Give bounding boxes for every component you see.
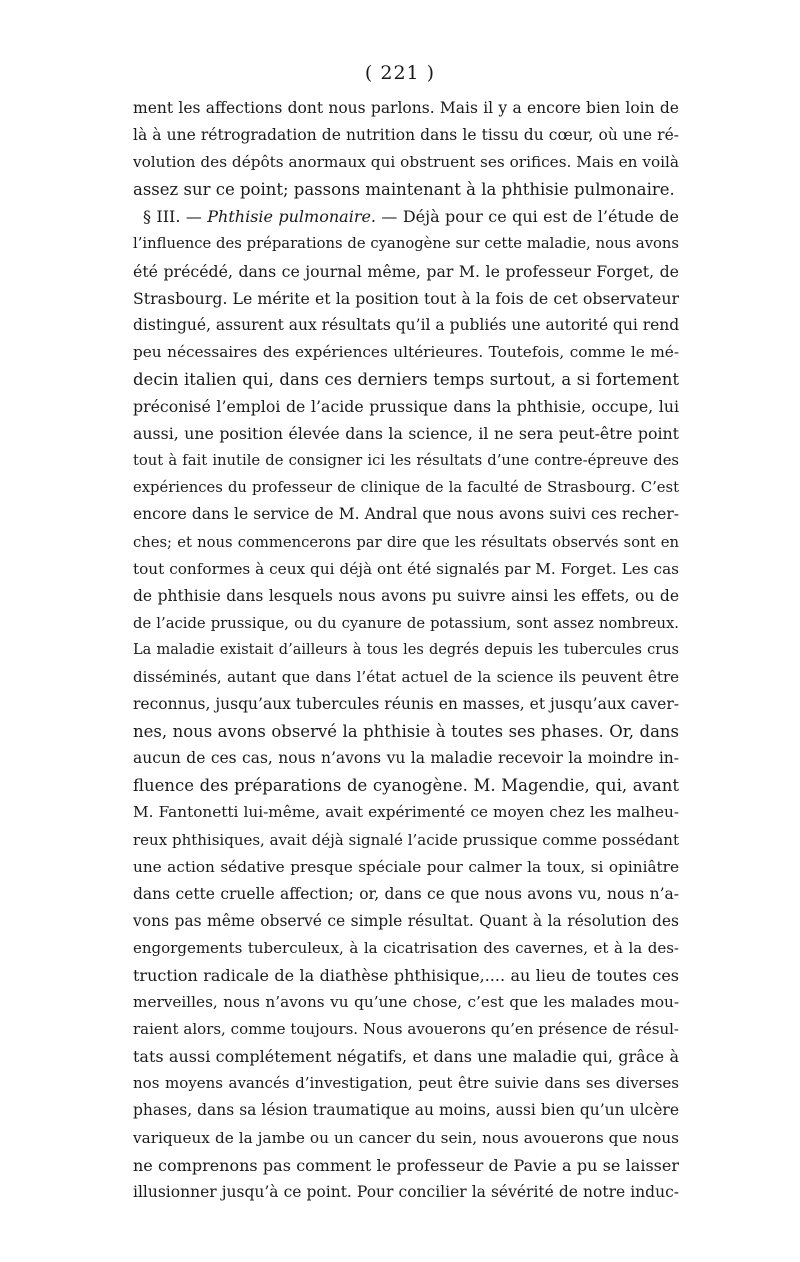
text-line: truction radicale de la diathèse phthisique,.... au lieu de toutes ces: [133, 966, 679, 985]
text-line: raient alors, comme toujours. Nous avouerons qu’en présence de résul-: [133, 1020, 679, 1039]
text-line: expériences du professeur de clinique de la faculté de Strasbourg. C’est: [133, 479, 679, 497]
section-dash: —: [376, 207, 403, 227]
text-line: ment les affections dont nous parlons. Mais il y a encore bien loin de: [133, 99, 679, 117]
body-text: [133, 95, 679, 1206]
text-line: engorgements tuberculeux, à la cicatrisation des cavernes, et à la des-: [133, 938, 679, 957]
section-first-text: Déjà pour ce qui est de l’étude de: [402, 207, 679, 227]
text-line: nes, nous avons observé la phthisie à toutes ses phases. Or, dans: [133, 722, 679, 742]
text-line: illusionner jusqu’à ce point. Pour concilier la sévérité de notre induc-: [133, 1182, 679, 1201]
text-line: Strasbourg. Le mérite et la position tout à la fois de cet observateur: [133, 288, 679, 308]
text-line: reux phthisiques, avait déjà signalé l’acide prussique comme possédant: [133, 830, 679, 849]
text-line: phases, dans sa lésion traumatique au moins, aussi bien qu’un ulcère: [133, 1101, 679, 1120]
text-line: encore dans le service de M. Andral que nous avons suivi ces recher-: [133, 505, 679, 524]
text-line: une action sédative presque spéciale pour calmer la toux, si opiniâtre: [133, 857, 679, 876]
text-line: préconisé l’emploi de l’acide prussique dans la phthisie, occupe, lui: [133, 397, 679, 417]
text-line: de l’acide prussique, ou du cyanure de potassium, sont assez nombreux.: [133, 614, 679, 632]
text-line: merveilles, nous n’avons vu qu’une chose, c’est que les malades mou-: [133, 993, 679, 1012]
section-marker: § III. —: [143, 207, 208, 227]
page-number: ( 221 ): [364, 62, 436, 84]
text-line: peu nécessaires des expériences ultérieures. Toutefois, comme le mé-: [133, 342, 679, 361]
text-line: nos moyens avancés d’investigation, peut être suivie dans ses diverses: [133, 1074, 679, 1093]
text-line: vons pas même observé ce simple résultat. Quant à la résolution des: [133, 911, 679, 930]
text-line: de phthisie dans lesquels nous avons pu suivre ainsi les effets, ou de: [133, 586, 679, 605]
text-line: été précédé, dans ce journal même, par M. le professeur Forget, de: [133, 261, 679, 281]
text-line: fluence des préparations de cyanogène. M. Magendie, qui, avant: [133, 776, 679, 796]
text-line: volution des dépôts anormaux qui obstruent ses orifices. Mais en voilà: [133, 153, 679, 172]
text-line: disséminés, autant que dans l’état actuel de la science ils peuvent être: [133, 667, 679, 686]
section-title: Phthisie pulmonaire.: [207, 207, 377, 227]
text-line: La maladie existait d’ailleurs à tous les degrés depuis les tubercules crus: [133, 641, 679, 658]
text-line: tats aussi complétement négatifs, et dans une maladie qui, grâce à: [133, 1047, 679, 1067]
text-line: M. Fantonetti lui-même, avait expérimenté ce moyen chez les malheu-: [133, 803, 679, 822]
text-line: dans cette cruelle affection; or, dans ce que nous avons vu, nous n’a-: [133, 884, 679, 903]
section-heading-line: [133, 203, 679, 230]
text-line: reconnus, jusqu’aux tubercules réunis en masses, et jusqu’aux caver-: [133, 695, 679, 714]
text-line: là à une rétrogradation de nutrition dans le tissu du cœur, où une ré-: [133, 126, 679, 145]
text-line: decin italien qui, dans ces derniers temps surtout, a si fortement: [133, 369, 679, 389]
text-line: variqueux de la jambe ou un cancer du sein, nous avouerons que nous: [133, 1128, 679, 1147]
text-line: distingué, assurent aux résultats qu’il a publiés une autorité qui rend: [133, 315, 679, 334]
text-line: aussi, une position élevée dans la science, il ne sera peut-être point: [133, 424, 679, 444]
text-line: l’influence des préparations de cyanogène sur cette maladie, nous avons: [133, 235, 679, 253]
text-line: ches; et nous commencerons par dire que les résultats observés sont en: [133, 533, 679, 551]
text-line: tout à fait inutile de consigner ici les résultats d’une contre-épreuve des: [133, 452, 679, 470]
text-line: assez sur ce point; passons maintenant à la phthisie pulmonaire.: [133, 180, 675, 200]
text-line: tout conformes à ceux qui déjà ont été signalés par M. Forget. Les cas: [133, 559, 679, 578]
text-line: aucun de ces cas, nous n’avons vu la maladie recevoir la moindre in-: [133, 749, 679, 768]
text-line: ne comprenons pas comment le professeur de Pavie a pu se laisser: [133, 1155, 679, 1175]
